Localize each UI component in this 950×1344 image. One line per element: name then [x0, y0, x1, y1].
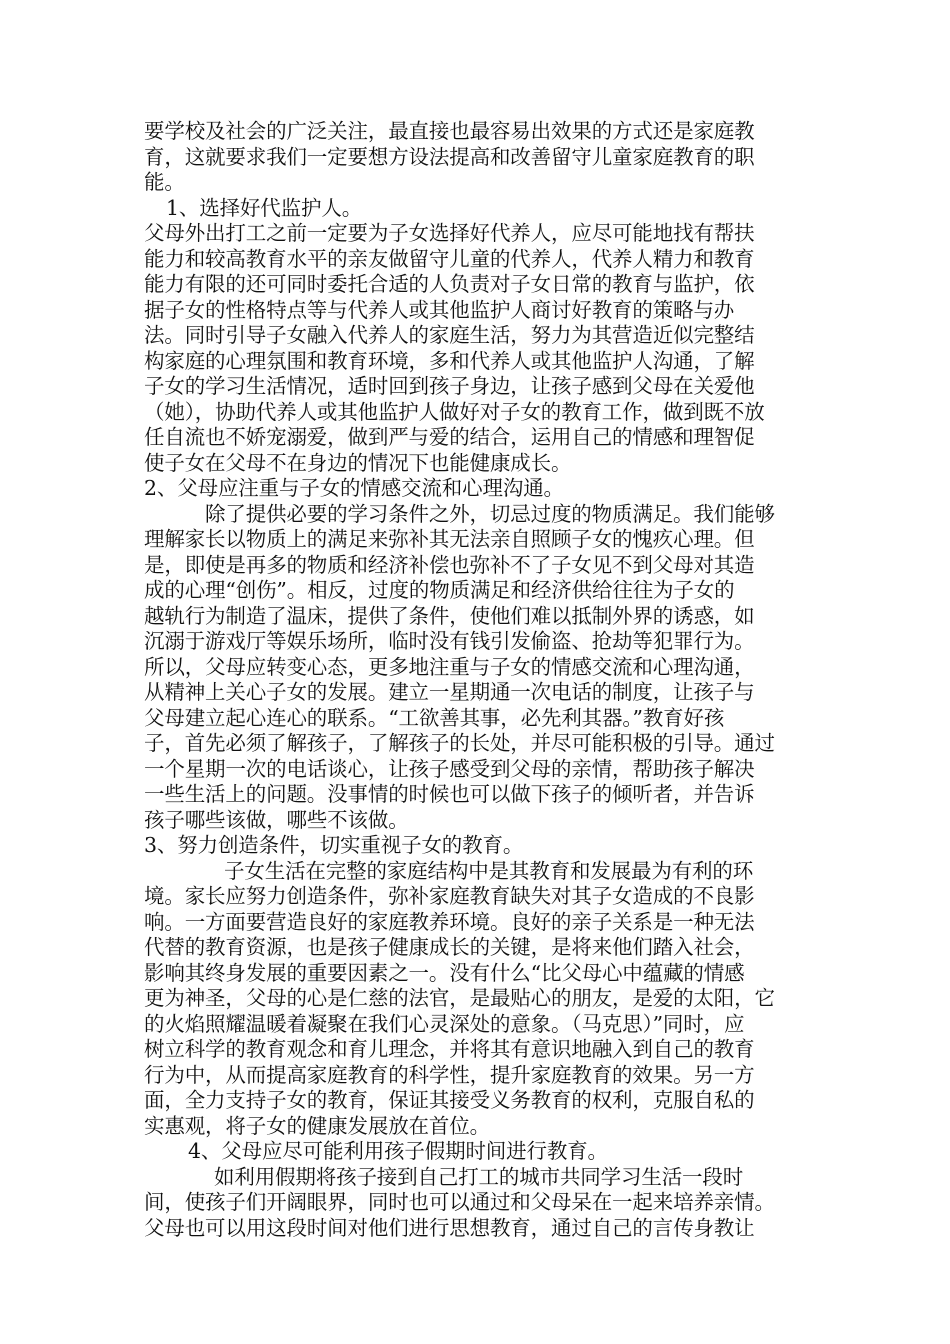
text-line: 据子女的性格特点等与代养人或其他监护人商讨好教育的策略与办: [144, 297, 735, 322]
text-line: 间，使孩子们开阔眼界，同时也可以通过和父母呆在一起来培养亲情。: [144, 1190, 775, 1214]
text-line: 父母也可以用这段时间对他们进行思想教育，通过自己的言传身教让: [144, 1215, 755, 1240]
text-line: 除了提供必要的学习条件之外，切忌过度的物质满足。我们能够: [205, 501, 775, 526]
text-line: 境。家长应努力创造条件，弥补家庭教育缺失对其子女造成的不良影: [144, 884, 755, 908]
text-line: 孩子哪些该做，哪些不该做。: [144, 807, 409, 832]
text-line: 行为中，从而提高家庭教育的科学性，提升家庭教育的效果。另一方: [144, 1062, 755, 1087]
text-line: 1、选择好代监护人。: [166, 195, 363, 220]
text-line: 3、努力创造条件，切实重视子女的教育。: [144, 833, 524, 857]
text-line: 所以，父母应转变心态，更多地注重与子女的情感交流和心理沟通，: [144, 654, 755, 679]
document-body: [144, 119, 806, 1241]
text-line: 成的心理“创伤”。相反，过度的物质满足和经济供给往往为子女的: [144, 578, 735, 602]
text-line: （她），协助代养人或其他监护人做好对子女的教育工作，做到既不放: [144, 399, 765, 424]
text-line: 使子女在父母不在身边的情况下也能健康成长。: [144, 450, 572, 475]
text-line: 面，全力支持子女的教育，保证其接受义务教育的权利，克服自私的: [144, 1088, 755, 1112]
text-line: 从精神上关心子女的发展。建立一星期通一次电话的制度，让孩子与: [144, 680, 755, 704]
text-line: 父母外出打工之前一定要为子女选择好代养人，应尽可能地找有帮扶: [144, 221, 755, 245]
text-line: 响。一方面要营造良好的家庭教养环境。良好的亲子关系是一种无法: [144, 909, 755, 934]
text-line: 一个星期一次的电话谈心，让孩子感受到父母的亲情，帮助孩子解决: [144, 756, 755, 781]
text-line: 沉溺于游戏厅等娱乐场所，临时没有钱引发偷盗、抢劫等犯罪行为。: [144, 629, 755, 653]
text-line: 2、父母应注重与子女的情感交流和心理沟通。: [144, 476, 564, 500]
text-line: 能力有限的还可同时委托合适的人负责对子女日常的教育与监护，依: [144, 272, 755, 296]
text-line: 子，首先必须了解孩子，了解孩子的长处，并尽可能积极的引导。通过: [144, 731, 775, 755]
text-line: 构家庭的心理氛围和教育环境，多和代养人或其他监护人沟通，了解: [144, 348, 755, 373]
text-line: 实惠观，将子女的健康发展放在首位。: [144, 1113, 490, 1138]
text-line: 要学校及社会的广泛关注，最直接也最容易出效果的方式还是家庭教: [144, 119, 755, 143]
text-line: 树立科学的教育观念和育儿理念，并将其有意识地融入到自己的教育: [144, 1037, 755, 1061]
text-line: 任自流也不娇宠溺爱，做到严与爱的结合，运用自己的情感和理智促: [144, 425, 755, 449]
text-line: 能力和较高教育水平的亲友做留守儿童的代养人，代养人精力和教育: [144, 246, 755, 271]
text-line: 代替的教育资源，也是孩子健康成长的关键，是将来他们踏入社会，: [144, 935, 755, 959]
text-line: 更为神圣，父母的心是仁慈的法官，是最贴心的朋友，是爱的太阳，它: [144, 986, 775, 1010]
text-line: 的火焰照耀温暖着凝聚在我们心灵深处的意象。（马克思）”同时，应: [144, 1011, 745, 1036]
text-line: 是，即使是再多的物质和经济补偿也弥补不了子女见不到父母对其造: [144, 552, 755, 577]
text-line: 理解家长以物质上的满足来弥补其无法亲自照顾子女的愧疚心理。但: [144, 527, 755, 551]
text-line: 子女生活在完整的家庭结构中是其教育和发展最为有利的环: [224, 858, 754, 883]
text-line: 法。同时引导子女融入代养人的家庭生活，努力为其营造近似完整结: [144, 323, 755, 347]
text-line: 能。: [144, 170, 185, 194]
text-line: 4、父母应尽可能利用孩子假期时间进行教育。: [188, 1139, 608, 1163]
text-line: 父母建立起心连心的联系。“工欲善其事，必先利其器。”教育好孩: [144, 705, 725, 730]
text-line: 如利用假期将孩子接到自己打工的城市共同学习生活一段时: [214, 1164, 744, 1189]
text-line: 子女的学习生活情况，适时回到孩子身边，让孩子感到父母在关爱他: [144, 374, 755, 398]
text-line: 一些生活上的问题。没事情的时候也可以做下孩子的倾听者，并告诉: [144, 782, 755, 806]
text-line: 影响其终身发展的重要因素之一。没有什么“比父母心中蕴藏的情感: [144, 960, 745, 985]
text-line: 育，这就要求我们一定要想方设法提高和改善留守儿童家庭教育的职: [144, 144, 755, 169]
text-line: 越轨行为制造了温床，提供了条件，使他们难以抵制外界的诱惑，如: [144, 603, 755, 628]
